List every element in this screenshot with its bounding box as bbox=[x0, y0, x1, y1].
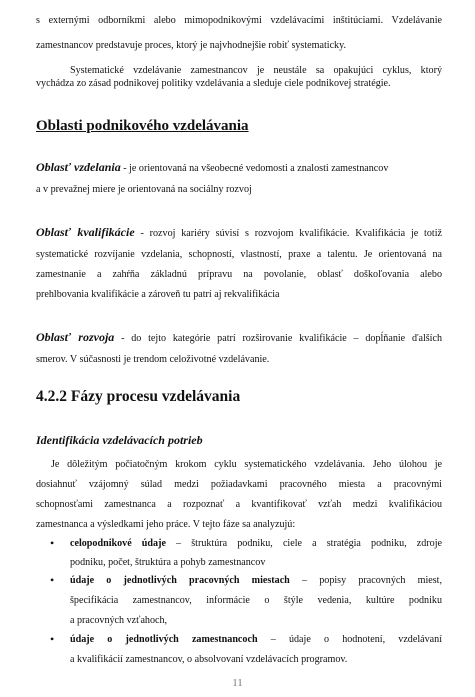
bullet-2-marker: • bbox=[50, 573, 55, 587]
intro-line-3: Systematické vzdelávanie zamestnancov je neustále sa opakujúci cyklus, ktorý bbox=[70, 65, 442, 76]
development-line-1 bbox=[36, 331, 442, 345]
education-term: Oblasť vzdelania bbox=[36, 160, 121, 174]
areas-heading: Oblasti podnikového vzdelávania bbox=[36, 118, 249, 134]
intro-line-1: s externými odborníkmi alebo mimopodnikovými vzdelávacími inštitúciami. Vzdelávanie bbox=[36, 15, 442, 26]
page-number: 11 bbox=[232, 677, 243, 689]
bullet-2-line-3: a pracovných vzťahoch, bbox=[70, 615, 168, 626]
phases-para-line-3: schopnosťami zamestnanca a rozpoznať a kvantifikovať vzťah medzi kvalifikáciou bbox=[36, 499, 442, 510]
qualification-term: Oblasť kvalifikácie bbox=[36, 225, 135, 239]
bullet-3-bold: údaje o jednotlivých zamestnancoch bbox=[70, 634, 258, 645]
development-term: Oblasť rozvoja bbox=[36, 330, 115, 344]
bullet-3-line-1 bbox=[70, 633, 442, 646]
bullet-1-line-2: podniku, počet, štruktúra a pohyb zamestnancov bbox=[70, 557, 266, 568]
phases-para-line-2: dosiahnuť vzájomný súlad medzi požiadavkami pracovného miesta a pracovnými bbox=[36, 479, 442, 490]
bullet-1-line-1 bbox=[70, 537, 442, 550]
development-text-1: - do tejto kategórie patrí rozširovanie kvalifikácie – dopĺňanie ďalších bbox=[114, 333, 443, 344]
qualification-line-2: systematické rozvíjanie vzdelania, schopností, vlastností, praxe a talentu. Je orientovaná na bbox=[36, 249, 442, 260]
intro-line-4: vychádza zo zásad podnikovej politiky vzdelávania a sleduje ciele podnikovej stratégie. bbox=[36, 78, 391, 89]
education-line-2: a v prevažnej miere je orientovaná na sociálny rozvoj bbox=[36, 184, 252, 195]
qualification-line-4: prehlbovania kvalifikácie a zároveň tu patrí aj rekvalifikácia bbox=[36, 289, 280, 300]
development-line-2: smerov. V súčasnosti je trendom celoživotné vzdelávanie. bbox=[36, 354, 270, 365]
qualification-text-1: - rozvoj kariéry súvisí s rozvojom kvalifikácie. Kvalifikácia je totiž bbox=[134, 228, 443, 239]
qualification-line-3: zamestnanie a zahŕňa základnú prípravu na povolanie, oblasť doškoľovania alebo bbox=[36, 269, 442, 280]
bullet-2-line-1 bbox=[70, 574, 442, 587]
phases-para-line-4: zamestnanca a výsledkami jeho práce. V tejto fáze sa analyzujú: bbox=[36, 519, 296, 530]
phases-heading: 4.2.2 Fázy procesu vzdelávania bbox=[36, 388, 241, 405]
education-line-1 bbox=[36, 161, 442, 175]
intro-line-2: zamestnancov predstavuje proces, ktorý je najvhodnejšie robiť systematicky. bbox=[36, 40, 347, 51]
bullet-3-marker: • bbox=[50, 632, 55, 646]
bullet-1-text-1: – štruktúra podniku, ciele a stratégia podniku, zdroje bbox=[165, 538, 442, 549]
qualification-line-1 bbox=[36, 226, 442, 240]
bullet-2-text-1: – popisy pracovných miest, bbox=[289, 575, 442, 586]
bullet-3-text-1: – údaje o hodnotení, vzdelávaní bbox=[257, 634, 442, 645]
bullet-1-marker: • bbox=[50, 536, 55, 550]
education-text-1: - je orientovaná na všeobecné vedomosti a znalosti zamestnancov bbox=[120, 163, 389, 174]
phases-para-line-1: Je dôležitým počiatočným krokom cyklu systematického vzdelávania. Jeho úlohou je bbox=[51, 459, 442, 470]
phases-subheading: Identifikácia vzdelávacích potrieb bbox=[36, 433, 203, 447]
bullet-2-line-2: špecifikácia zamestnancov, informácie o štýle vedenia, kultúre podniku bbox=[70, 595, 442, 606]
bullet-3-line-2: a kvalifikácií zamestnancov, o absolvovaní vzdelávacích programov. bbox=[70, 654, 348, 665]
bullet-1-bold: celopodnikové údaje bbox=[70, 538, 166, 549]
bullet-2-bold: údaje o jednotlivých pracovných miestach bbox=[70, 575, 290, 586]
